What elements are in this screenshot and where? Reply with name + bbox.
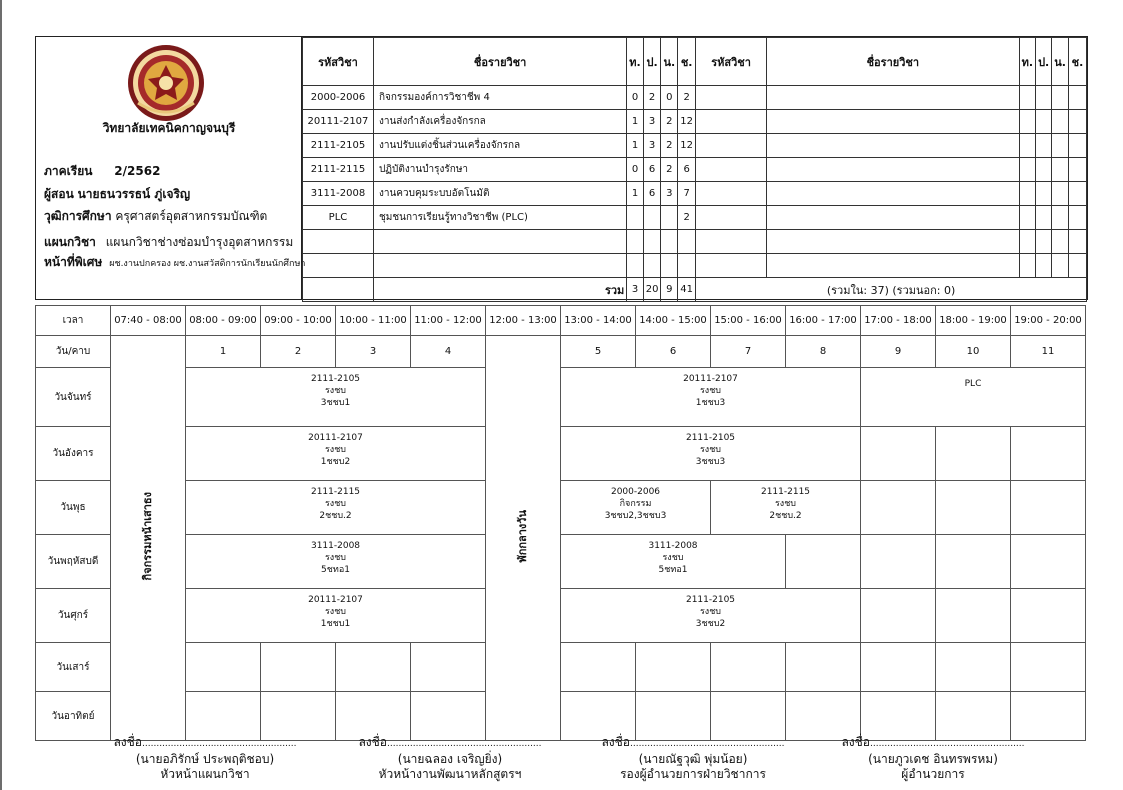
- empty-cell: [303, 230, 374, 254]
- empty-cell: [1036, 206, 1052, 230]
- class-type: รงชบ: [324, 553, 347, 563]
- class-code: 2000-2006: [610, 487, 661, 497]
- class-code: 2111-2105: [310, 374, 361, 384]
- signature-line: ......................................................: [142, 739, 297, 749]
- empty-cell: [627, 230, 643, 254]
- empty-slot: [1011, 692, 1086, 741]
- course-name: งานควบคุมระบบอัตโนมัติ: [373, 182, 626, 206]
- period-number: 1: [186, 336, 261, 368]
- empty-slot: [636, 643, 711, 692]
- empty-cell: [1036, 254, 1052, 278]
- course-p: 3: [643, 110, 661, 134]
- empty-cell: [696, 230, 767, 254]
- time-slot: 12:00 - 13:00: [486, 306, 561, 336]
- empty-slot: [861, 481, 936, 535]
- time-slot: 07:40 - 08:00: [111, 306, 186, 336]
- class-block: [561, 535, 786, 589]
- empty-slot: [786, 643, 861, 692]
- class-group: 1ชชบ1: [320, 619, 351, 629]
- course-name: งานส่งกำลังเครื่องจักรกล: [373, 110, 626, 134]
- period-number: 6: [636, 336, 711, 368]
- sign-label: ลงชื่อ: [841, 735, 871, 749]
- signature-block-dept-head: [100, 735, 310, 782]
- empty-cell: [766, 86, 1019, 110]
- empty-cell: [1052, 110, 1069, 134]
- day-row-sunday: [36, 692, 1086, 741]
- class-type: รงชบ: [324, 499, 347, 509]
- time-slot: 11:00 - 12:00: [411, 306, 486, 336]
- class-block: [561, 481, 711, 535]
- col-name-header-2: ชื่อรายวิชา: [766, 38, 1019, 86]
- table-row: [303, 254, 1087, 278]
- signer-title: ผู้อำนวยการ: [901, 767, 965, 781]
- sign-label: ลงชื่อ: [358, 735, 388, 749]
- class-type: รงชบ: [324, 607, 347, 617]
- empty-slot: [861, 692, 936, 741]
- table-row: [303, 86, 1087, 110]
- teacher-name: นายธนวรรธน์ ภู่เจริญ: [77, 187, 191, 201]
- empty-cell: [1036, 110, 1052, 134]
- day-label: วันพุธ: [36, 481, 111, 535]
- day-label: วันอังคาร: [36, 427, 111, 481]
- col-t-header: ท.: [627, 38, 643, 86]
- course-n: 2: [661, 158, 678, 182]
- course-h: 7: [678, 182, 696, 206]
- class-type: รงชบ: [324, 386, 347, 396]
- class-type: รงชบ: [662, 553, 684, 563]
- empty-slot: [261, 643, 336, 692]
- course-h: 2: [678, 86, 696, 110]
- day-row-friday: [36, 589, 1086, 643]
- empty-slot: [636, 692, 711, 741]
- empty-cell: [678, 254, 696, 278]
- empty-cell: [696, 254, 767, 278]
- course-name: ปฏิบัติงานบำรุงรักษา: [373, 158, 626, 182]
- special-duty-value: ผช.งานปกครอง ผช.งานสวัสดิการนักเรียนนักศึกษา: [109, 259, 306, 269]
- empty-slot: [561, 692, 636, 741]
- class-block: [861, 368, 1086, 427]
- day-label: วันเสาร์: [36, 643, 111, 692]
- page-left-border: [0, 0, 2, 790]
- course-name: งานปรับแต่งชิ้นส่วนเครื่องจักรกล: [373, 134, 626, 158]
- class-group: 3ชชบ2: [695, 619, 726, 629]
- col-code-header: รหัสวิชา: [303, 38, 374, 86]
- table-row: [303, 182, 1087, 206]
- course-t: 0: [627, 86, 643, 110]
- empty-cell: [661, 254, 678, 278]
- course-t: 0: [627, 158, 643, 182]
- class-block: [186, 368, 486, 427]
- period-number: 2: [261, 336, 336, 368]
- period-number: 3: [336, 336, 411, 368]
- course-t: 1: [627, 110, 643, 134]
- empty-cell: [1019, 230, 1035, 254]
- empty-cell: [661, 230, 678, 254]
- course-p: 6: [643, 182, 661, 206]
- empty-slot: [936, 481, 1011, 535]
- empty-cell: [1068, 86, 1086, 110]
- signer-title: รองผู้อำนวยการฝ่ายวิชาการ: [620, 767, 766, 781]
- empty-slot: [411, 692, 486, 741]
- class-block: [711, 481, 861, 535]
- empty-cell: [696, 158, 767, 182]
- col-h-header: ช.: [678, 38, 696, 86]
- course-name: กิจกรรมองค์การวิชาชีพ 4: [373, 86, 626, 110]
- class-group: 3ชชบ3: [695, 457, 726, 467]
- empty-slot: [936, 535, 1011, 589]
- signer-name: (นายฉลอง เจริญยิ่ง): [397, 752, 503, 766]
- course-h: 12: [678, 134, 696, 158]
- period-number: 8: [786, 336, 861, 368]
- course-code: 2111-2115: [303, 158, 374, 182]
- class-block: [561, 427, 861, 481]
- department-row: [44, 233, 293, 252]
- course-n: 0: [661, 86, 678, 110]
- class-type: รงชบ: [774, 499, 797, 509]
- period-label: วัน/คาบ: [36, 336, 111, 368]
- empty-slot: [786, 535, 861, 589]
- class-group: 1ชชบ3: [695, 398, 726, 408]
- day-row-wednesday: [36, 481, 1086, 535]
- empty-cell: [373, 254, 626, 278]
- class-group: 2ชชบ.2: [319, 511, 352, 521]
- teacher-info-panel: [36, 37, 306, 299]
- lunch-break-cell: [486, 336, 561, 741]
- course-t: 1: [627, 134, 643, 158]
- class-block: [186, 481, 486, 535]
- course-n: 2: [661, 134, 678, 158]
- special-duty-label: หน้าที่พิเศษ: [44, 255, 103, 269]
- course-p: 2: [643, 86, 661, 110]
- morning-activity-label: กิจกรรมหน้าเสาธง: [141, 492, 154, 581]
- signer-title: หัวหน้างานพัฒนาหลักสูตรฯ: [378, 767, 522, 781]
- empty-cell: [1036, 158, 1052, 182]
- time-label: เวลา: [36, 306, 111, 336]
- timetable-grid: [35, 305, 1086, 741]
- signature-line: ......................................................: [387, 739, 542, 749]
- total-h: 41: [678, 278, 696, 302]
- empty-slot: [1011, 643, 1086, 692]
- empty-cell: [766, 158, 1019, 182]
- empty-slot: [861, 427, 936, 481]
- day-label: วันอาทิตย์: [36, 692, 111, 741]
- empty-cell: [1019, 206, 1035, 230]
- teacher-label: ผู้สอน: [44, 187, 74, 201]
- empty-slot: [1011, 589, 1086, 643]
- class-type: รงชบ: [699, 386, 722, 396]
- school-logo-icon: [126, 43, 206, 123]
- empty-cell: [1068, 206, 1086, 230]
- empty-cell: [766, 182, 1019, 206]
- day-row-monday: [36, 368, 1086, 427]
- degree-label: วุฒิการศึกษา: [44, 209, 112, 223]
- empty-cell: [1019, 86, 1035, 110]
- course-header-row: [303, 38, 1087, 86]
- empty-cell: [1068, 110, 1086, 134]
- class-code: 2111-2105: [685, 433, 736, 443]
- course-h: 2: [678, 206, 696, 230]
- semester-label: ภาคเรียน: [44, 164, 93, 178]
- empty-cell: [303, 254, 374, 278]
- col-p-header-2: ป.: [1036, 38, 1052, 86]
- empty-cell: [1052, 134, 1069, 158]
- signature-line: ......................................................: [870, 739, 1025, 749]
- empty-cell: [1068, 230, 1086, 254]
- empty-cell: [303, 278, 374, 302]
- empty-cell: [1052, 158, 1069, 182]
- empty-cell: [643, 230, 661, 254]
- empty-cell: [766, 230, 1019, 254]
- class-code: 20111-2107: [308, 595, 363, 605]
- table-row: [303, 134, 1087, 158]
- class-group: 3ชชบ1: [320, 398, 351, 408]
- department-label: แผนกวิชา: [44, 235, 96, 249]
- sign-label: ลงชื่อ: [601, 735, 631, 749]
- class-code: PLC: [964, 379, 982, 389]
- col-t-header-2: ท.: [1019, 38, 1035, 86]
- empty-cell: [1019, 254, 1035, 278]
- empty-cell: [766, 134, 1019, 158]
- class-code: 2111-2105: [685, 595, 736, 605]
- period-number: 7: [711, 336, 786, 368]
- empty-cell: [1052, 206, 1069, 230]
- empty-slot: [711, 643, 786, 692]
- period-number: 5: [561, 336, 636, 368]
- signer-title: หัวหน้าแผนกวิชา: [160, 767, 250, 781]
- course-p: 6: [643, 158, 661, 182]
- empty-cell: [1068, 134, 1086, 158]
- day-label: วันศุกร์: [36, 589, 111, 643]
- empty-slot: [936, 643, 1011, 692]
- table-row: [303, 158, 1087, 182]
- course-name: ชุมชนการเรียนรู้ทางวิชาชีพ (PLC): [373, 206, 626, 230]
- empty-cell: [1019, 134, 1035, 158]
- time-slot: 09:00 - 10:00: [261, 306, 336, 336]
- header-section: [35, 36, 1088, 300]
- empty-slot: [936, 427, 1011, 481]
- empty-cell: [696, 206, 767, 230]
- empty-cell: [766, 254, 1019, 278]
- empty-cell: [696, 110, 767, 134]
- empty-cell: [373, 230, 626, 254]
- empty-slot: [336, 692, 411, 741]
- class-block: [186, 589, 486, 643]
- empty-cell: [1019, 158, 1035, 182]
- empty-cell: [678, 230, 696, 254]
- table-row: [303, 110, 1087, 134]
- empty-cell: [1036, 182, 1052, 206]
- total-n: 9: [661, 278, 678, 302]
- course-n: 2: [661, 110, 678, 134]
- signature-block-curriculum-head: [345, 735, 555, 782]
- empty-cell: [1052, 86, 1069, 110]
- empty-slot: [861, 589, 936, 643]
- course-h: 12: [678, 110, 696, 134]
- empty-slot: [186, 692, 261, 741]
- empty-slot: [861, 535, 936, 589]
- time-header-row: [36, 306, 1086, 336]
- semester-value: 2/2562: [114, 164, 161, 178]
- empty-cell: [696, 182, 767, 206]
- signer-name: (นายอภิรักษ์ ประพฤติชอบ): [135, 752, 275, 766]
- course-code: 2111-2105: [303, 134, 374, 158]
- course-table: [302, 37, 1087, 302]
- col-name-header: ชื่อรายวิชา: [373, 38, 626, 86]
- signature-block-director: [828, 735, 1038, 782]
- school-name: วิทยาลัยเทคนิคกาญจนบุรี: [102, 121, 236, 135]
- course-total-row: [303, 278, 1087, 302]
- empty-slot: [786, 692, 861, 741]
- empty-cell: [766, 110, 1019, 134]
- empty-cell: [1068, 158, 1086, 182]
- class-code: 2111-2115: [760, 487, 811, 497]
- class-code: 20111-2107: [308, 433, 363, 443]
- empty-cell: [1036, 86, 1052, 110]
- period-number: 11: [1011, 336, 1086, 368]
- empty-cell: [1019, 110, 1035, 134]
- time-slot: 08:00 - 09:00: [186, 306, 261, 336]
- department-value: แผนกวิชาช่างซ่อมบำรุงอุตสาหกรรม: [105, 235, 294, 249]
- course-code: 20111-2107: [303, 110, 374, 134]
- table-row: [303, 230, 1087, 254]
- period-number: 10: [936, 336, 1011, 368]
- class-group: 3ชชบ2,3ชชบ3: [604, 511, 667, 521]
- degree-row: [44, 207, 267, 226]
- empty-slot: [861, 643, 936, 692]
- class-block: [561, 368, 861, 427]
- empty-slot: [1011, 481, 1086, 535]
- empty-cell: [1052, 230, 1069, 254]
- class-block: [186, 535, 486, 589]
- empty-cell: [1068, 182, 1086, 206]
- class-code: 2111-2115: [310, 487, 361, 497]
- lunch-break-label: พักกลางวัน: [516, 510, 529, 563]
- period-header-row: [36, 336, 1086, 368]
- empty-cell: [1019, 182, 1035, 206]
- day-label: วันจันทร์: [36, 368, 111, 427]
- signer-name: (นายภูวเดช อินทรพรหม): [868, 752, 998, 766]
- empty-cell: [696, 86, 767, 110]
- day-label: วันพฤหัสบดี: [36, 535, 111, 589]
- empty-slot: [1011, 427, 1086, 481]
- class-block: [186, 427, 486, 481]
- empty-cell: [643, 254, 661, 278]
- hours-summary: (รวมใน: 37) (รวมนอก: 0): [696, 278, 1087, 302]
- special-duty-row: [44, 253, 305, 272]
- empty-cell: [696, 134, 767, 158]
- empty-cell: [1052, 254, 1069, 278]
- class-type: รงชบ: [699, 445, 722, 455]
- day-row-thursday: [36, 535, 1086, 589]
- empty-cell: [1036, 230, 1052, 254]
- class-group: 5ชทอ1: [658, 565, 688, 575]
- col-n-header-2: น.: [1052, 38, 1069, 86]
- empty-slot: [711, 692, 786, 741]
- col-code-header-2: รหัสวิชา: [696, 38, 767, 86]
- signature-block-deputy-director: [588, 735, 798, 782]
- total-p: 20: [643, 278, 661, 302]
- empty-slot: [936, 692, 1011, 741]
- total-label: รวม: [373, 278, 626, 302]
- class-code: 3111-2008: [310, 541, 361, 551]
- day-row-tuesday: [36, 427, 1086, 481]
- class-group: 5ชทอ1: [321, 565, 350, 575]
- course-code: 3111-2008: [303, 182, 374, 206]
- table-row: [303, 206, 1087, 230]
- course-code: PLC: [303, 206, 374, 230]
- empty-slot: [411, 643, 486, 692]
- day-row-saturday: [36, 643, 1086, 692]
- course-n: [661, 206, 678, 230]
- course-p: [643, 206, 661, 230]
- time-slot: 17:00 - 18:00: [861, 306, 936, 336]
- empty-cell: [1068, 254, 1086, 278]
- semester-row: [44, 162, 160, 181]
- empty-cell: [627, 254, 643, 278]
- course-t: [627, 206, 643, 230]
- empty-slot: [336, 643, 411, 692]
- course-p: 3: [643, 134, 661, 158]
- time-slot: 19:00 - 20:00: [1011, 306, 1086, 336]
- teacher-row: [44, 185, 190, 204]
- course-n: 3: [661, 182, 678, 206]
- empty-slot: [1011, 535, 1086, 589]
- class-code: 20111-2107: [683, 374, 738, 384]
- empty-cell: [1036, 134, 1052, 158]
- class-type: กิจกรรม: [619, 499, 652, 509]
- course-code: 2000-2006: [303, 86, 374, 110]
- col-h-header-2: ช.: [1068, 38, 1086, 86]
- class-code: 3111-2008: [648, 541, 698, 551]
- class-type: รงชบ: [699, 607, 722, 617]
- empty-slot: [261, 692, 336, 741]
- class-group: 2ชชบ.2: [769, 511, 802, 521]
- signer-name: (นายณัฐวุฒิ พุ่มน้อย): [638, 752, 748, 766]
- time-slot: 18:00 - 19:00: [936, 306, 1011, 336]
- time-slot: 13:00 - 14:00: [561, 306, 636, 336]
- time-slot: 10:00 - 11:00: [336, 306, 411, 336]
- signature-line: ......................................................: [630, 739, 785, 749]
- empty-cell: [1052, 182, 1069, 206]
- time-slot: 16:00 - 17:00: [786, 306, 861, 336]
- empty-slot: [186, 643, 261, 692]
- time-slot: 14:00 - 15:00: [636, 306, 711, 336]
- empty-cell: [766, 206, 1019, 230]
- col-p-header: ป.: [643, 38, 661, 86]
- time-slot: 15:00 - 16:00: [711, 306, 786, 336]
- period-number: 9: [861, 336, 936, 368]
- total-t: 3: [627, 278, 643, 302]
- period-number: 4: [411, 336, 486, 368]
- col-n-header: น.: [661, 38, 678, 86]
- sign-label: ลงชื่อ: [113, 735, 143, 749]
- empty-slot: [561, 643, 636, 692]
- class-type: รงชบ: [324, 445, 347, 455]
- course-t: 1: [627, 182, 643, 206]
- empty-slot: [936, 589, 1011, 643]
- class-block: [561, 589, 861, 643]
- morning-activity-cell: [111, 336, 186, 741]
- course-h: 6: [678, 158, 696, 182]
- degree-value: ครุศาสตร์อุตสาหกรรมบัณฑิต: [115, 209, 268, 223]
- class-group: 1ชชบ2: [320, 457, 351, 467]
